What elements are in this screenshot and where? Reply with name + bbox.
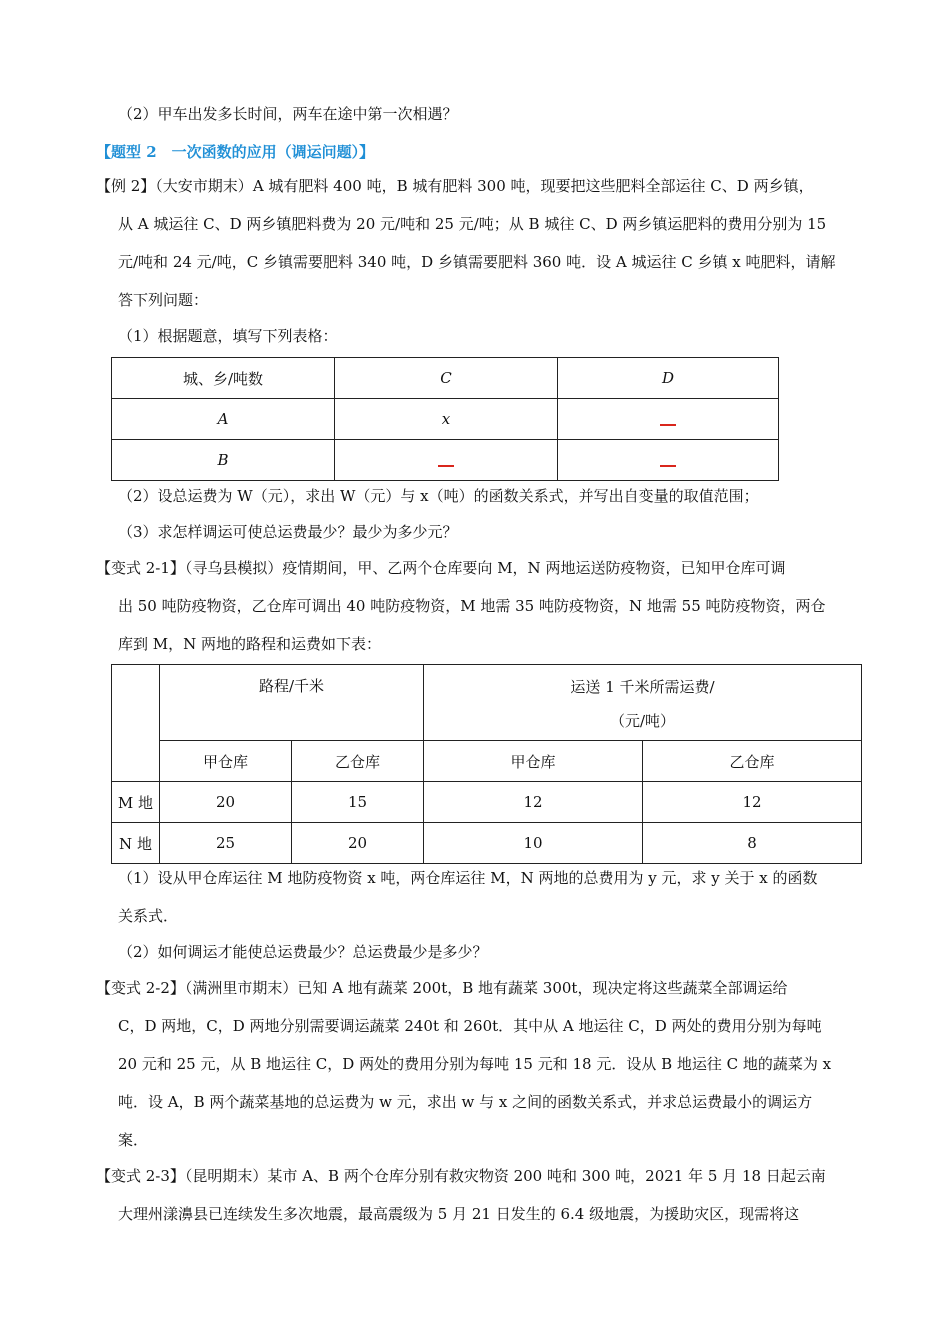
table1-header-d: D [661, 369, 675, 387]
table2-row-n-value: 10 [424, 823, 643, 864]
variant21-table [111, 664, 862, 864]
table2-row-n-value: 25 [160, 823, 292, 864]
variant23-line2: 大理州漾濞县已连续发生多次地震，最高震级为 5 月 21 日发生的 6.4 级地震，为援助灾区，现需将这 [118, 1205, 800, 1223]
table2-sub-jia-distance: 甲仓库 [160, 741, 292, 782]
example2-line2: 从 A 城运往 C、D 两乡镇肥料费为 20 元/吨和 25 元/吨；从 B 城往 C、D 两乡镇运肥料的费用分别为 15 [118, 215, 827, 233]
table2-group-cost-line1: 运送 1 千米所需运费/ [570, 677, 715, 696]
section-heading: 【题型 2 一次函数的应用（调运问题）】 [96, 143, 375, 161]
variant22-line1: 【变式 2-2】（满洲里市期末）已知 A 地有蔬菜 200t，B 地有蔬菜 300t，现决定将这些蔬菜全部调运给 [96, 979, 788, 997]
table2-row-m-value: 15 [292, 782, 424, 823]
table2-group-distance: 路程/千米 [160, 665, 424, 741]
table1-header-label: 城、乡/吨数 [112, 358, 335, 399]
variant21-line3: 库到 M，N 两地的路程和运费如下表： [118, 635, 382, 653]
variant22-line4: 吨．设 A，B 两个蔬菜基地的总运费为 w 元，求出 w 与 x 之间的函数关系式，并求总运费最小的调运方 [118, 1093, 813, 1111]
table1-row-a-label: A [217, 410, 229, 428]
variant21-question1-line1: （1）设从甲仓库运往 M 地防疫物资 x 吨，两仓库运往 M，N 两地的总费用为 y 元，求 y 关于 x 的函数 [118, 869, 818, 887]
variant22-line2: C，D 两地，C，D 两地分别需要调运蔬菜 240t 和 260t．其中从 A 地运往 C，D 两处的费用分别为每吨 [118, 1017, 822, 1035]
table2-row-m-value: 20 [160, 782, 292, 823]
table2-row-m-value: 12 [643, 782, 862, 823]
table2-row-n-label: N 地 [112, 823, 160, 864]
table2-group-cost-line2: （元/吨） [609, 711, 676, 730]
table1-row-b-label: B [217, 451, 229, 469]
variant23-line1: 【变式 2-3】（昆明期末）某市 A、B 两个仓库分别有救灾物资 200 吨和 300 吨，2021 年 5 月 18 日起云南 [96, 1167, 826, 1185]
table2-row-m-label: M 地 [112, 782, 160, 823]
table2-row-n-value: 8 [643, 823, 862, 864]
example2-table [111, 357, 779, 481]
variant22-line3: 20 元和 25 元，从 B 地运往 C，D 两处的费用分别为每吨 15 元和 18 元．设从 B 地运往 C 地的蔬菜为 x [118, 1055, 832, 1073]
example2-line3: 元/吨和 24 元/吨，C 乡镇需要肥料 340 吨，D 乡镇需要肥料 360 吨．设 A 城运往 C 乡镇 x 吨肥料，请解 [118, 253, 836, 271]
table1-row-a-d-blank[interactable] [660, 414, 676, 426]
table1-row-b-d-blank[interactable] [660, 455, 676, 467]
table2-sub-yi-cost: 乙仓库 [643, 741, 862, 782]
prev-question-2: （2）甲车出发多长时间，两车在途中第一次相遇？ [118, 105, 458, 123]
example2-question1: （1）根据题意，填写下列表格： [118, 327, 338, 345]
variant21-line2: 出 50 吨防疫物资，乙仓库可调出 40 吨防疫物资，M 地需 35 吨防疫物资，N 地需 55 吨防疫物资，两仓 [118, 597, 826, 615]
table2-group-cost [424, 665, 862, 741]
example2-question3: （3）求怎样调运可使总运费最少？最少为多少元？ [118, 523, 458, 541]
table1-header-c: C [440, 369, 452, 387]
example2-question2: （2）设总运费为 W（元），求出 W（元）与 x（吨）的函数关系式，并写出自变量的取值范围； [118, 487, 759, 505]
table2-sub-jia-cost: 甲仓库 [424, 741, 643, 782]
example2-line1: 【例 2】（大安市期末）A 城有肥料 400 吨，B 城有肥料 300 吨，现要把这些肥料全部运往 C、D 两乡镇， [96, 177, 814, 195]
variant22-line5: 案． [118, 1131, 149, 1149]
variant21-question1-line2: 关系式． [118, 907, 179, 925]
variant21-question2: （2）如何调运才能使总运费最少？总运费最少是多少？ [118, 943, 488, 961]
table2-sub-yi-distance: 乙仓库 [292, 741, 424, 782]
variant21-line1: 【变式 2-1】（寻乌县模拟）疫情期间，甲、乙两个仓库要向 M，N 两地运送防疫物资，已知甲仓库可调 [96, 559, 786, 577]
table1-row-a-c: x [441, 410, 451, 428]
table2-row-m-value: 12 [424, 782, 643, 823]
table1-row-b-c-blank[interactable] [438, 455, 454, 467]
table2-row-n-value: 20 [292, 823, 424, 864]
example2-line4: 答下列问题： [118, 291, 209, 309]
table2-corner [112, 665, 160, 782]
